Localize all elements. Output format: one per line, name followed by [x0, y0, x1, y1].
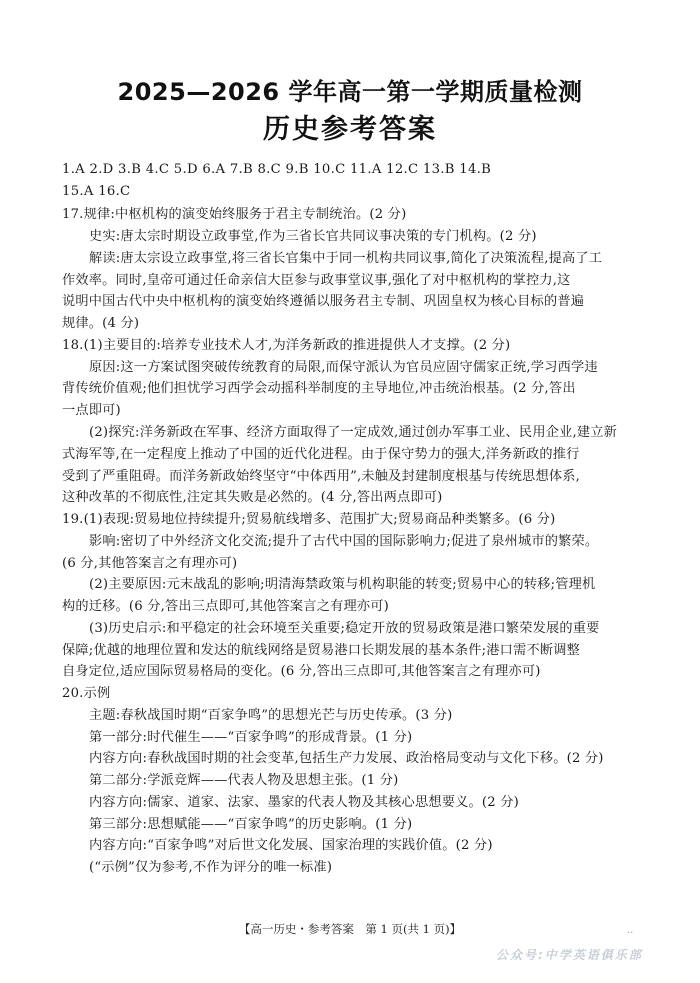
q18-line-5: (2)探究:洋务新政在军事、经济方面取得了一定成效,通过创办军事工业、民用企业,建立新 [89, 425, 618, 440]
q20-line-6: 内容方向:儒家、道家、法家、墨家的代表人物及其核心思想要义。(2 分) [89, 795, 519, 810]
q17-line-6: 规律。(4 分) [62, 316, 140, 331]
q19-line-1: 19.(1)表现:贸易地位持续提升;贸易航线增多、范围扩大;贸易商品种类繁多。(6 分) [62, 512, 556, 527]
q19-line-2: 影响:密切了中外经济文化交流;提升了古代中国的国际影响力;促进了泉州城市的繁荣。 [89, 534, 599, 549]
q17-line-5: 说明中国古代中央中枢机构的演变始终遵循以服务君主专制、巩固皇权为核心目标的普遍 [62, 294, 585, 309]
q18-line-7: 受到了严重阻碍。而洋务新政始终坚守“中体西用”,未触及封建制度根基与传统思想体系, [62, 469, 581, 484]
q18-line-6: 式海军等,在一定程度上推动了中国的近代化进程。由于保守势力的强大,洋务新政的推行 [62, 447, 580, 462]
q20-line-3: 第一部分:时代催生——“百家争鸣”的形成背景。(1 分) [89, 730, 413, 745]
page-footer: 【高一历史・参考答案 第 1 页(共 1 页)】 [238, 922, 462, 936]
q19-line-5: 构的迁移。(6 分,答出三点即可,其他答案言之有理亦可) [62, 599, 389, 614]
q19-line-6: (3)历史启示:和平稳定的社会环境至关重要;稳定开放的贸易政策是港口繁荣发展的重要 [89, 621, 600, 636]
mc-answers-row-2: 15.A 16.C [62, 184, 131, 199]
q20-line-9: (“示例”仅为参考,不作为评分的唯一标准) [89, 860, 333, 875]
exam-subtitle: 历史参考答案 [263, 114, 437, 145]
exam-title: 2025—2026 学年高一第一学期质量检测 [117, 78, 583, 106]
q19-line-3: (6 分,其他答案言之有理亦可) [62, 556, 238, 571]
q18-line-3: 背传统价值观;他们担忧学习西学会动摇科举制度的主导地位,冲击统治根基。(2 分,答出 [62, 381, 576, 396]
q18-line-2: 原因:这一方案试图突破传统教育的局限,而保守派认为官员应固守儒家正统,学习西学违 [89, 360, 598, 375]
mc-answers-row-1: 1.A 2.D 3.B 4.C 5.D 6.A 7.B 8.C 9.B 10.C 11.A 12.C 13.B 14.B [62, 162, 492, 177]
q19-line-4: (2)主要原因:元末战乱的影响;明清海禁政策与机构职能的转变;贸易中心的转移;管理机 [89, 577, 596, 592]
q20-line-4: 内容方向:春秋战国时期的社会变革,包括生产力发展、政治格局变动与文化下移。(2 分) [89, 751, 604, 766]
q19-line-8: 自身定位,适应国际贸易格局的变化。(6 分,答出三点即可,其他答案言之有理亦可) [62, 664, 541, 679]
q20-line-5: 第二部分:学派竞辉——代表人物及思想主张。(1 分) [89, 773, 399, 788]
corner-mark: .. [627, 925, 634, 936]
q18-line-4: 一点即可) [62, 403, 121, 418]
q18-line-8: 这种改革的不彻底性,注定其失败是必然的。(4 分,答出两点即可) [62, 490, 443, 505]
q20-line-2: 主题:春秋战国时期“百家争鸣”的思想光芒与历史传承。(3 分) [89, 708, 453, 723]
q17-line-1: 17.规律:中枢机构的演变始终服务于君主专制统治。(2 分) [62, 207, 407, 222]
watermark: 公众号:中学英语俱乐部 [496, 948, 643, 962]
q20-line-1: 20.示例 [62, 686, 111, 701]
q17-line-3: 解读:唐太宗设立政事堂,将三省长官集中于同一机构共同议事,简化了决策流程,提高了工 [89, 251, 603, 266]
q17-line-4: 作效率。同时,皇帝可通过任命亲信大臣参与政事堂议事,强化了对中枢机构的掌控力,这 [62, 273, 571, 288]
q20-line-7: 第三部分:思想赋能——“百家争鸣”的历史影响。(1 分) [89, 817, 413, 832]
q19-line-7: 保障;优越的地理位置和发达的航线网络是贸易港口长期发展的基本条件;港口需不断调整 [62, 643, 581, 658]
q17-line-2: 史实:唐太宗时期设立政事堂,作为三省长官共同议事决策的专门机构。(2 分) [89, 229, 537, 244]
q20-line-8: 内容方向:“百家争鸣”对后世文化发展、国家治理的实践价值。(2 分) [89, 838, 493, 853]
q18-line-1: 18.(1)主要目的:培养专业技术人才,为洋务新政的推进提供人才支撑。(2 分) [62, 338, 511, 353]
